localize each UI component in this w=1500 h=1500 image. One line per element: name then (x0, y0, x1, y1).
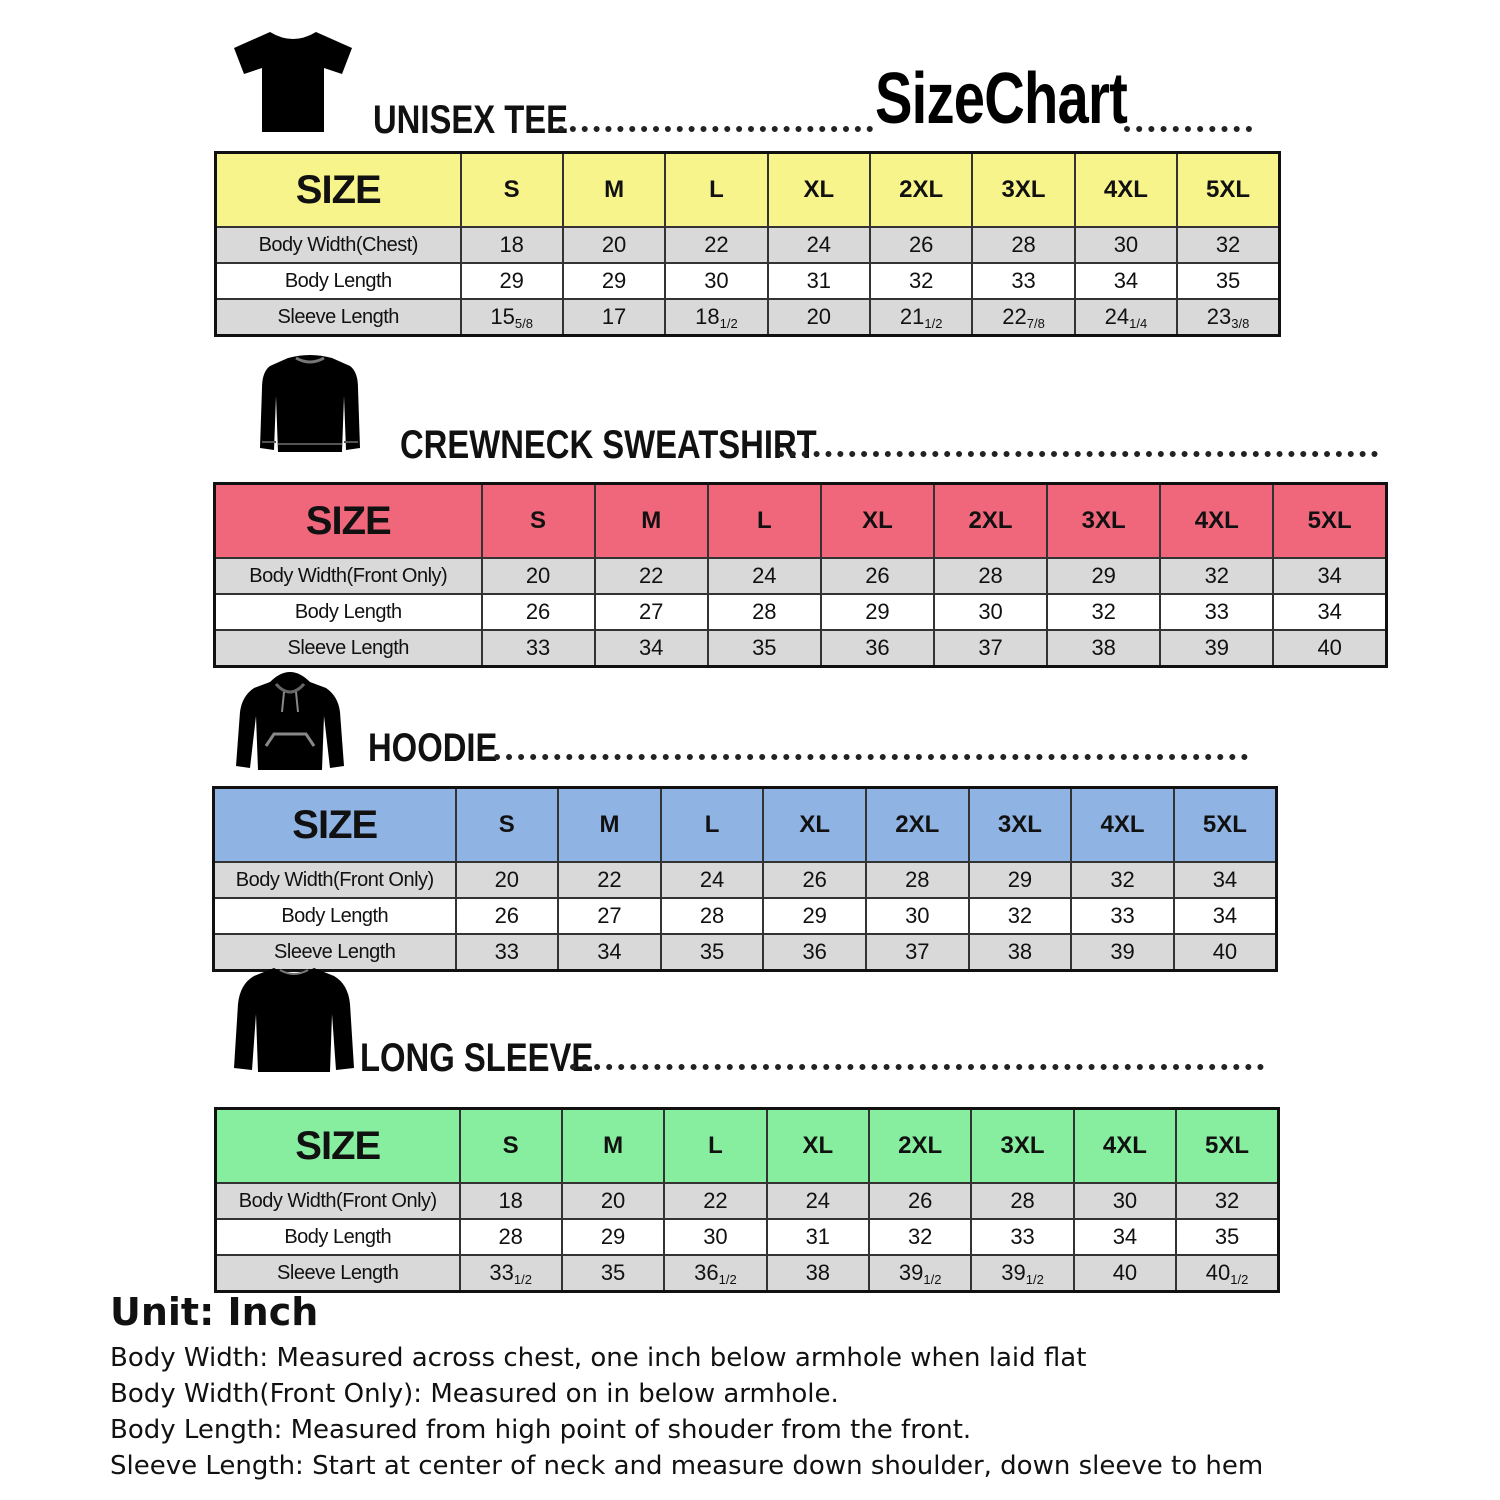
measurement-value: 32 (1176, 1183, 1278, 1219)
measurement-label: Body Length (216, 1219, 460, 1255)
measurement-value: 30 (1075, 227, 1177, 263)
measurement-label: Body Length (215, 594, 482, 630)
size-header-cell: 3XL (1047, 484, 1160, 559)
measurement-value: 26 (482, 594, 595, 630)
measurement-value: 20 (768, 299, 870, 336)
measurement-value: 32 (1071, 862, 1174, 898)
measurement-value: 35 (708, 630, 821, 667)
note-body-width-front: Body Width(Front Only): Measured on in below armhole. (110, 1379, 839, 1409)
size-header-cell: 4XL (1074, 1109, 1176, 1184)
measurement-value: 29 (563, 263, 665, 299)
measurement-value: 34 (1273, 594, 1386, 630)
measurement-row (216, 263, 1280, 299)
size-header-cell: 2XL (869, 1109, 971, 1184)
measurement-value: 24 (767, 1183, 869, 1219)
measurement-label: Sleeve Length (216, 299, 461, 336)
measurement-value: 24 (661, 862, 764, 898)
measurement-value: 32 (1160, 558, 1273, 594)
measurement-value: 36 (763, 934, 866, 971)
size-header-cell: S (460, 1109, 562, 1184)
measurement-row (216, 1183, 1279, 1219)
measurement-value: 233/8 (1177, 299, 1279, 336)
size-header-row (215, 484, 1387, 559)
section-title-tee: UNISEX TEE (373, 98, 569, 142)
measurement-label: Body Width(Chest) (216, 227, 461, 263)
measurement-row (216, 1219, 1279, 1255)
size-header-cell: 2XL (870, 153, 972, 228)
measurement-value: 22 (664, 1183, 766, 1219)
measurement-notes (110, 1290, 1470, 1484)
measurement-value: 34 (595, 630, 708, 667)
measurement-value: 33 (1160, 594, 1273, 630)
measurement-value: 34 (1174, 898, 1277, 934)
size-header-cell: L (661, 788, 764, 863)
measurement-value: 24 (708, 558, 821, 594)
measurement-value: 20 (563, 227, 665, 263)
measurement-row (215, 594, 1387, 630)
measurement-value: 32 (869, 1219, 971, 1255)
measurement-value: 32 (1047, 594, 1160, 630)
size-header-cell: 3XL (971, 1109, 1073, 1184)
measurement-row (214, 934, 1277, 971)
size-header-label: SIZE (215, 484, 482, 559)
size-table-tee (214, 151, 1281, 337)
measurement-value: 32 (969, 898, 1072, 934)
measurement-value: 30 (664, 1219, 766, 1255)
size-header-cell: 4XL (1071, 788, 1174, 863)
measurement-row (216, 227, 1280, 263)
measurement-value: 26 (869, 1183, 971, 1219)
measurement-value: 361/2 (664, 1255, 766, 1292)
dotted-leader (778, 451, 1378, 457)
dotted-leader (558, 126, 873, 132)
size-table-hoodie (212, 786, 1278, 972)
measurement-value: 331/2 (460, 1255, 562, 1292)
measurement-value: 29 (1047, 558, 1160, 594)
measurement-value: 34 (1273, 558, 1386, 594)
size-header-cell: L (665, 153, 767, 228)
measurement-value: 28 (708, 594, 821, 630)
measurement-value: 27 (595, 594, 708, 630)
size-header-cell: M (595, 484, 708, 559)
measurement-value: 40 (1174, 934, 1277, 971)
measurement-value: 35 (562, 1255, 664, 1292)
measurement-label: Sleeve Length (215, 630, 482, 667)
measurement-value: 34 (1074, 1219, 1176, 1255)
size-header-cell: 5XL (1176, 1109, 1278, 1184)
measurement-value: 20 (456, 862, 559, 898)
measurement-value: 35 (1177, 263, 1279, 299)
measurement-value: 35 (1176, 1219, 1278, 1255)
note-body-width: Body Width: Measured across chest, one inch below armhole when laid flat (110, 1343, 1087, 1373)
measurement-value: 40 (1074, 1255, 1176, 1292)
measurement-value: 29 (821, 594, 934, 630)
dotted-leader (1124, 126, 1252, 132)
measurement-value: 26 (456, 898, 559, 934)
measurement-value: 29 (763, 898, 866, 934)
measurement-value: 181/2 (665, 299, 767, 336)
dotted-leader (570, 1064, 1264, 1070)
measurement-label: Sleeve Length (216, 1255, 460, 1292)
measurement-value: 30 (934, 594, 1047, 630)
measurement-value: 40 (1273, 630, 1386, 667)
measurement-value: 28 (661, 898, 764, 934)
size-header-row (214, 788, 1277, 863)
measurement-value: 38 (767, 1255, 869, 1292)
measurement-value: 36 (821, 630, 934, 667)
size-header-cell: 5XL (1174, 788, 1277, 863)
measurement-value: 34 (1174, 862, 1277, 898)
size-header-cell: XL (763, 788, 866, 863)
measurement-value: 29 (461, 263, 563, 299)
t-shirt-icon (232, 30, 354, 134)
measurement-value: 391/2 (971, 1255, 1073, 1292)
section-title-hoodie: HOODIE (368, 726, 498, 770)
measurement-value: 26 (763, 862, 866, 898)
size-chart-heading: SizeChart (875, 59, 1128, 139)
measurement-label: Body Length (216, 263, 461, 299)
size-header-cell: S (461, 153, 563, 228)
size-header-cell: 2XL (934, 484, 1047, 559)
measurement-value: 24 (768, 227, 870, 263)
measurement-value: 34 (558, 934, 661, 971)
size-header-cell: M (558, 788, 661, 863)
section-title-long-sleeve: LONG SLEEVE (360, 1036, 594, 1080)
measurement-value: 33 (482, 630, 595, 667)
dotted-leader (494, 754, 1248, 760)
size-header-cell: 3XL (969, 788, 1072, 863)
measurement-value: 31 (768, 263, 870, 299)
measurement-value: 20 (562, 1183, 664, 1219)
measurement-value: 37 (934, 630, 1047, 667)
sweatshirt-icon (258, 352, 362, 460)
measurement-value: 22 (558, 862, 661, 898)
size-header-cell: 5XL (1273, 484, 1386, 559)
measurement-value: 28 (971, 1183, 1073, 1219)
size-header-cell: 5XL (1177, 153, 1279, 228)
size-header-cell: S (456, 788, 559, 863)
measurement-value: 29 (562, 1219, 664, 1255)
measurement-value: 20 (482, 558, 595, 594)
measurement-value: 27 (558, 898, 661, 934)
measurement-row (214, 862, 1277, 898)
measurement-row (216, 1255, 1279, 1292)
measurement-value: 34 (1075, 263, 1177, 299)
size-table-long-sleeve (214, 1107, 1280, 1293)
measurement-value: 18 (460, 1183, 562, 1219)
measurement-value: 39 (1160, 630, 1273, 667)
size-header-cell: 4XL (1160, 484, 1273, 559)
note-body-length: Body Length: Measured from high point of shouder from the front. (110, 1415, 972, 1445)
size-header-cell: M (563, 153, 665, 228)
measurement-value: 18 (461, 227, 563, 263)
measurement-value: 32 (870, 263, 972, 299)
measurement-row (214, 898, 1277, 934)
measurement-value: 26 (870, 227, 972, 263)
measurement-value: 32 (1177, 227, 1279, 263)
measurement-row (215, 558, 1387, 594)
measurement-value: 22 (665, 227, 767, 263)
measurement-value: 29 (969, 862, 1072, 898)
measurement-value: 28 (934, 558, 1047, 594)
measurement-label: Sleeve Length (214, 934, 456, 971)
measurement-value: 33 (1071, 898, 1174, 934)
measurement-value: 241/4 (1075, 299, 1177, 336)
size-header-label: SIZE (214, 788, 456, 863)
size-header-cell: M (562, 1109, 664, 1184)
size-header-row (216, 153, 1280, 228)
measurement-value: 391/2 (869, 1255, 971, 1292)
long-sleeve-shirt-icon (232, 964, 356, 1076)
size-header-cell: L (664, 1109, 766, 1184)
measurement-value: 38 (1047, 630, 1160, 667)
measurement-value: 31 (767, 1219, 869, 1255)
size-header-label: SIZE (216, 153, 461, 228)
measurement-value: 401/2 (1176, 1255, 1278, 1292)
measurement-value: 33 (456, 934, 559, 971)
measurement-value: 38 (969, 934, 1072, 971)
hoodie-icon (234, 666, 346, 772)
measurement-value: 227/8 (972, 299, 1074, 336)
measurement-value: 22 (595, 558, 708, 594)
size-header-cell: 3XL (972, 153, 1074, 228)
measurement-value: 155/8 (461, 299, 563, 336)
size-header-cell: XL (821, 484, 934, 559)
measurement-value: 39 (1071, 934, 1174, 971)
size-header-cell: L (708, 484, 821, 559)
measurement-value: 28 (972, 227, 1074, 263)
measurement-value: 33 (972, 263, 1074, 299)
measurement-label: Body Width(Front Only) (216, 1183, 460, 1219)
size-table-crewneck (213, 482, 1388, 668)
measurement-value: 35 (661, 934, 764, 971)
unit-label: Unit: Inch (110, 1290, 319, 1334)
size-header-label: SIZE (216, 1109, 460, 1184)
size-header-row (216, 1109, 1279, 1184)
measurement-value: 37 (866, 934, 969, 971)
measurement-label: Body Width(Front Only) (215, 558, 482, 594)
size-header-cell: 2XL (866, 788, 969, 863)
measurement-label: Body Width(Front Only) (214, 862, 456, 898)
measurement-value: 211/2 (870, 299, 972, 336)
size-header-cell: XL (768, 153, 870, 228)
measurement-value: 28 (460, 1219, 562, 1255)
size-header-cell: 4XL (1075, 153, 1177, 228)
measurement-value: 28 (866, 862, 969, 898)
measurement-label: Body Length (214, 898, 456, 934)
measurement-value: 30 (1074, 1183, 1176, 1219)
measurement-value: 26 (821, 558, 934, 594)
measurement-value: 33 (971, 1219, 1073, 1255)
note-sleeve-length: Sleeve Length: Start at center of neck and measure down shoulder, down sleeve to hem (110, 1451, 1264, 1481)
section-title-crewneck: CREWNECK SWEATSHIRT (400, 423, 817, 467)
measurement-value: 30 (866, 898, 969, 934)
size-header-cell: XL (767, 1109, 869, 1184)
measurement-row (216, 299, 1280, 336)
measurement-value: 17 (563, 299, 665, 336)
measurement-row (215, 630, 1387, 667)
size-header-cell: S (482, 484, 595, 559)
measurement-value: 30 (665, 263, 767, 299)
